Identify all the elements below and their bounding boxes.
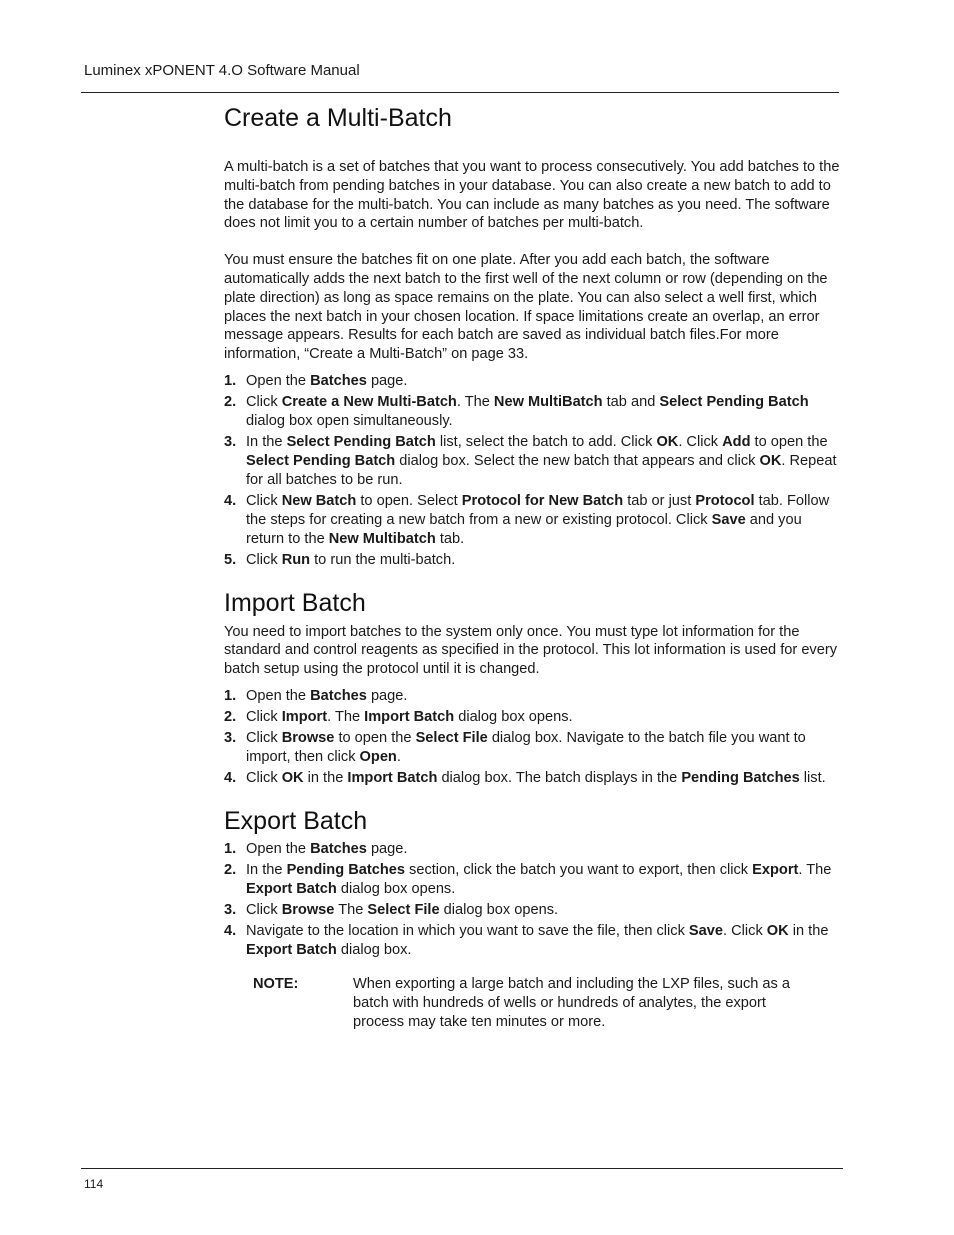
step-number: 1.: [224, 841, 237, 858]
list-item: [224, 551, 840, 570]
ui-term: Export: [752, 862, 799, 879]
step-text: Click: [246, 709, 282, 726]
ui-term: Create a New Multi-Batch: [281, 394, 457, 411]
step-text: page.: [366, 687, 408, 704]
step-number: 1.: [224, 687, 237, 704]
ui-term: Batches: [310, 372, 367, 389]
list-item: [224, 687, 840, 706]
step-number: 4.: [224, 492, 237, 509]
ui-term: Run: [281, 551, 311, 568]
import-batch-intro-paragraph: You need to import batches to the system only once. You must type lot information for the standard and control reagents as specified in the protocol. This lot information is used for every batch setup using the protocol until it is changed.: [224, 623, 838, 678]
step-number: 3.: [224, 730, 237, 747]
ui-term: OK: [759, 452, 782, 469]
step-text: and you return to the: [246, 511, 802, 547]
ui-term: Save: [711, 511, 746, 528]
running-header: Luminex xPONENT 4.O Software Manual: [84, 62, 360, 79]
import-batch-steps: [224, 687, 840, 788]
step-text: tab and: [602, 394, 660, 411]
multi-batch-plate-paragraph: You must ensure the batches fit on one plate. After you add each batch, the software automatically adds the next batch to the first well of the next column or row (depending on the plate direction) as long as space remains on the plate. You can also select a well first, which places the next batch in your chosen location. If space limitations create an overlap, an error message appears. Results for each batch are saved as individual batch files.For more information, “Create a Multi-Batch” on page 33.: [224, 252, 828, 363]
list-item: [224, 708, 840, 727]
step-text: list.: [799, 770, 826, 787]
step-text: dialog box opens.: [439, 902, 559, 919]
ui-term: Select File: [415, 730, 488, 747]
section-create-multi-batch: [224, 103, 840, 570]
step-text: The: [334, 902, 368, 919]
step-text: list, select the batch to add. Click: [435, 434, 657, 451]
ui-term: Import Batch: [347, 770, 438, 787]
step-text: dialog box opens.: [336, 881, 456, 898]
step-text: page.: [366, 372, 408, 389]
list-item: [224, 492, 840, 548]
step-text: Click: [246, 551, 282, 568]
step-number: 1.: [224, 372, 237, 389]
step-text: Click: [246, 730, 282, 747]
step-text: dialog box.: [336, 942, 412, 959]
page-number: 114: [84, 1177, 104, 1191]
export-batch-steps: [224, 840, 840, 960]
ui-term: Save: [688, 923, 724, 940]
step-text: Click: [246, 394, 282, 411]
ui-term: Select File: [367, 902, 440, 919]
step-text: Click: [246, 770, 282, 787]
heading-export-batch: Export Batch: [224, 807, 368, 836]
note-label: NOTE:: [253, 976, 299, 992]
list-item: [224, 393, 840, 431]
ui-term: Open: [359, 749, 397, 766]
ui-term: Export Batch: [246, 881, 337, 898]
step-text: Navigate to the location in which you want to save the file, then click: [246, 923, 689, 940]
heading-create-multi-batch: Create a Multi-Batch: [224, 104, 452, 132]
list-item: [224, 433, 840, 489]
step-text: dialog box. Navigate to the batch file you want to import, then click: [246, 730, 806, 766]
step-text: . The: [456, 394, 494, 411]
list-item: [224, 372, 840, 391]
ui-term: Import: [281, 709, 328, 726]
step-text: . Click: [723, 923, 767, 940]
ui-term: OK: [766, 923, 789, 940]
section-export-batch: [224, 806, 840, 1031]
step-text: Open the: [246, 687, 311, 704]
step-text: . Click: [678, 434, 723, 451]
ui-term: New MultiBatch: [493, 394, 603, 411]
step-text: tab.: [435, 530, 465, 547]
ui-term: Browse: [281, 902, 335, 919]
ui-term: Batches: [310, 841, 367, 858]
note-text: When exporting a large batch and including the LXP files, such as a batch with hundreds of wells or hundreds of analytes, the export process may take ten minutes or more.: [353, 976, 791, 1030]
step-text: section, click the batch you want to export, then click: [404, 862, 753, 879]
step-text: In the: [246, 434, 287, 451]
ui-term: Select Pending Batch: [659, 394, 809, 411]
step-text: in the: [788, 923, 829, 940]
step-text: to open. Select: [356, 492, 462, 509]
step-text: . Repeat for all batches to be run.: [246, 452, 837, 488]
ui-term: Pending Batches: [286, 862, 405, 879]
heading-import-batch: Import Batch: [224, 588, 366, 617]
ui-term: Protocol: [695, 492, 755, 509]
step-text: . The: [798, 862, 832, 879]
step-text: to run the multi-batch.: [310, 551, 456, 568]
ui-term: Select Pending Batch: [286, 434, 436, 451]
list-item: [224, 901, 840, 920]
step-number: 5.: [224, 551, 237, 568]
list-item: [224, 729, 840, 767]
list-item: [224, 769, 840, 788]
step-number: 4.: [224, 770, 237, 787]
step-text: to open the: [750, 434, 828, 451]
ui-term: OK: [656, 434, 679, 451]
ui-term: OK: [281, 770, 304, 787]
ui-term: Batches: [310, 687, 367, 704]
step-text: dialog box opens.: [454, 709, 573, 726]
step-text: dialog box open simultaneously.: [246, 412, 453, 429]
ui-term: Add: [722, 434, 751, 451]
step-text: tab or just: [623, 492, 696, 509]
step-text: dialog box. The batch displays in the: [437, 770, 682, 787]
ui-term: Browse: [281, 730, 335, 747]
footer-rule: [81, 1168, 843, 1169]
multi-batch-intro-paragraph: A multi-batch is a set of batches that you want to process consecutively. You add batches to the multi-batch from pending batches in your database. You can also create a new batch to add to the database for the multi-batch. You can include as many batches as you need. The software does not limit you to a certain number of batches per multi-batch.: [224, 159, 840, 232]
section-import-batch: [224, 588, 840, 789]
ui-term: Import Batch: [364, 709, 455, 726]
ui-term: New Multibatch: [328, 530, 436, 547]
step-text: Click: [246, 902, 282, 919]
ui-term: Select Pending Batch: [246, 452, 396, 469]
step-text: to open the: [334, 730, 416, 747]
ui-term: New Batch: [281, 492, 357, 509]
step-text: . The: [327, 709, 365, 726]
ui-term: Pending Batches: [681, 770, 800, 787]
step-text: Open the: [246, 841, 311, 858]
header-rule: [81, 92, 839, 93]
multi-batch-steps: [224, 372, 840, 570]
step-text: dialog box. Select the new batch that appears and click: [395, 452, 760, 469]
list-item: [224, 922, 840, 960]
step-text: tab. Follow the steps for creating a new batch from a new or existing protocol. Click: [246, 492, 830, 528]
step-text: In the: [246, 862, 287, 879]
step-text: page.: [366, 841, 408, 858]
list-item: [224, 840, 840, 859]
step-text: .: [396, 749, 401, 766]
export-note: [253, 975, 840, 1031]
step-text: Open the: [246, 372, 311, 389]
list-item: [224, 861, 840, 899]
ui-term: Export Batch: [246, 942, 337, 959]
step-text: Click: [246, 492, 282, 509]
step-number: 3.: [224, 902, 237, 919]
step-number: 3.: [224, 434, 237, 451]
step-text: in the: [303, 770, 348, 787]
ui-term: Protocol for New Batch: [461, 492, 624, 509]
step-number: 2.: [224, 394, 237, 411]
step-number: 2.: [224, 862, 237, 879]
page-content: [224, 103, 840, 1031]
step-number: 2.: [224, 709, 237, 726]
step-number: 4.: [224, 923, 237, 940]
